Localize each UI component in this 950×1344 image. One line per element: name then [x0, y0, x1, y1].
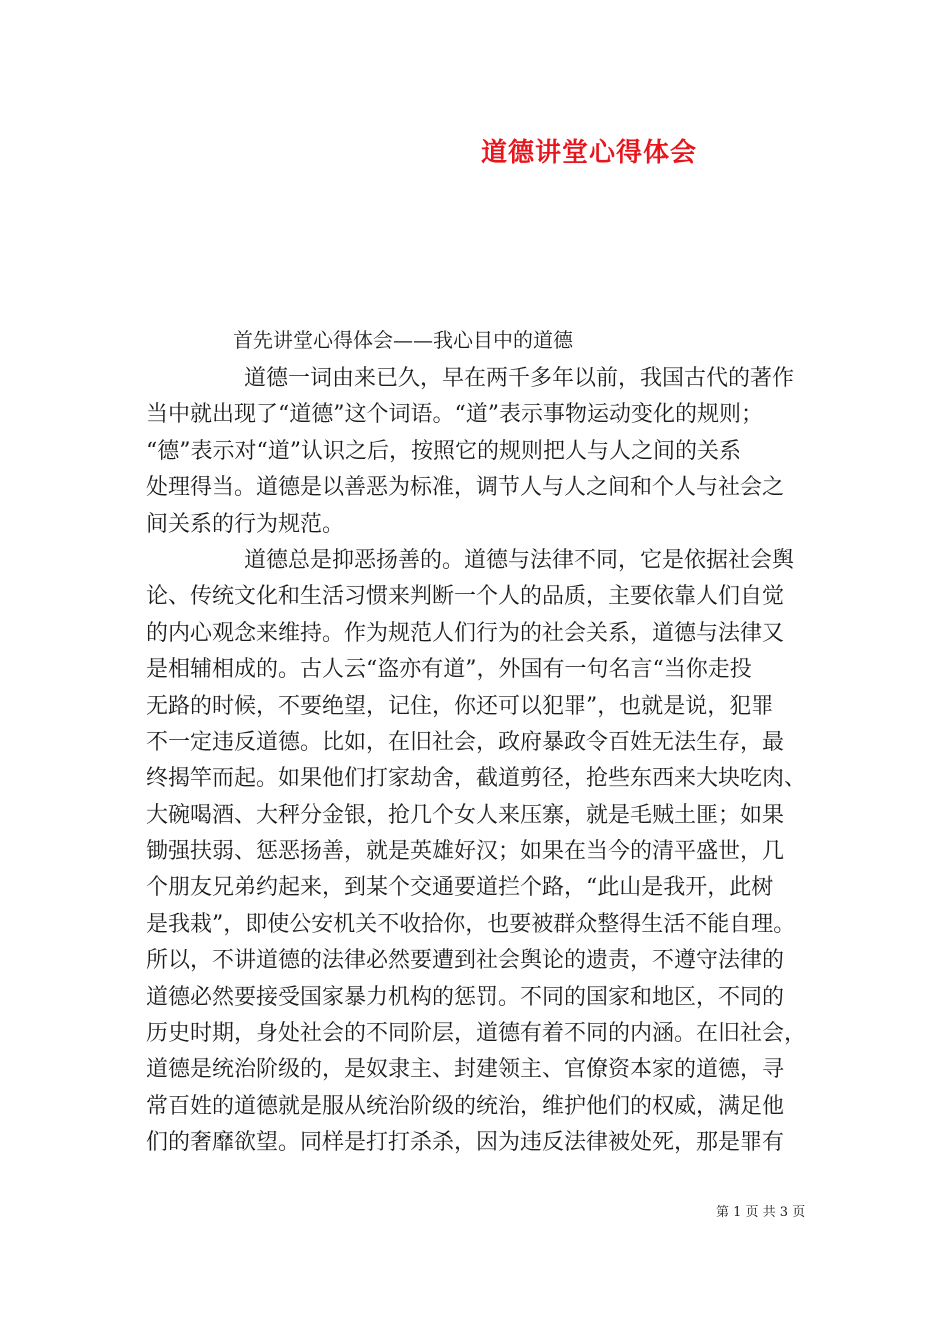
- text-line: 终揭竿而起。如果他们打家劫舍，截道剪径，抢些东西来大块吃肉、: [146, 766, 807, 792]
- text-line: 历史时期，身处社会的不同阶层，道德有着不同的内涵。在旧社会，: [146, 1021, 807, 1047]
- document-subtitle: 首先讲堂心得体会——我心目中的道德: [233, 328, 573, 352]
- text-line: 道德必然要接受国家暴力机构的惩罚。不同的国家和地区，不同的: [146, 984, 785, 1010]
- document-title: 道德讲堂心得体会: [480, 138, 697, 168]
- text-line: 间关系的行为规范。: [146, 511, 345, 537]
- page-number: 第 1 页 共 3 页: [716, 1205, 806, 1220]
- body-text: [146, 361, 824, 1162]
- text-line: 当中就出现了“道德”这个词语。“道”表示事物运动变化的规则；: [146, 402, 763, 428]
- text-line: 们的奢靡欲望。同样是打打杀杀，因为违反法律被处死，那是罪有: [146, 1130, 785, 1156]
- text-line: 常百姓的道德就是服从统治阶级的统治，维护他们的权威，满足他: [146, 1093, 785, 1119]
- text-line: 道德总是抑恶扬善的。道德与法律不同，它是依据社会舆: [244, 547, 795, 573]
- text-line: 是我栽”，即使公安机关不收拾你，也要被群众整得生活不能自理。: [146, 911, 796, 937]
- text-line: 论、传统文化和生活习惯来判断一个人的品质，主要依靠人们自觉: [146, 584, 785, 610]
- text-line: 处理得当。道德是以善恶为标准，调节人与人之间和个人与社会之: [146, 475, 785, 501]
- text-line: 的内心观念来维持。作为规范人们行为的社会关系，道德与法律又: [146, 620, 785, 646]
- text-line: 不一定违反道德。比如，在旧社会，政府暴政令百姓无法生存，最: [146, 729, 785, 755]
- text-line: 无路的时候，不要绝望，记住，你还可以犯罪”，也就是说，犯罪: [146, 693, 774, 719]
- text-line: 道德一词由来已久，早在两千多年以前，我国古代的著作: [244, 366, 795, 391]
- text-line: “德”表示对“道”认识之后，按照它的规则把人与人之间的关系: [146, 438, 741, 464]
- text-line: 锄强扶弱、惩恶扬善，就是英雄好汉；如果在当今的清平盛世，几: [146, 839, 785, 865]
- text-line: 个朋友兄弟约起来，到某个交通要道拦个路，“此山是我开，此树: [146, 875, 774, 901]
- text-line: 所以，不讲道德的法律必然要遭到社会舆论的遗责，不遵守法律的: [146, 948, 785, 974]
- text-line: 道德是统治阶级的，是奴隶主、封建领主、官僚资本家的道德，寻: [146, 1057, 785, 1083]
- text-line: 大碗喝酒、大秤分金银，抢几个女人来压寨，就是毛贼土匪；如果: [146, 802, 785, 828]
- text-line: 是相辅相成的。古人云“盗亦有道”，外国有一句名言“当你走投: [146, 657, 752, 683]
